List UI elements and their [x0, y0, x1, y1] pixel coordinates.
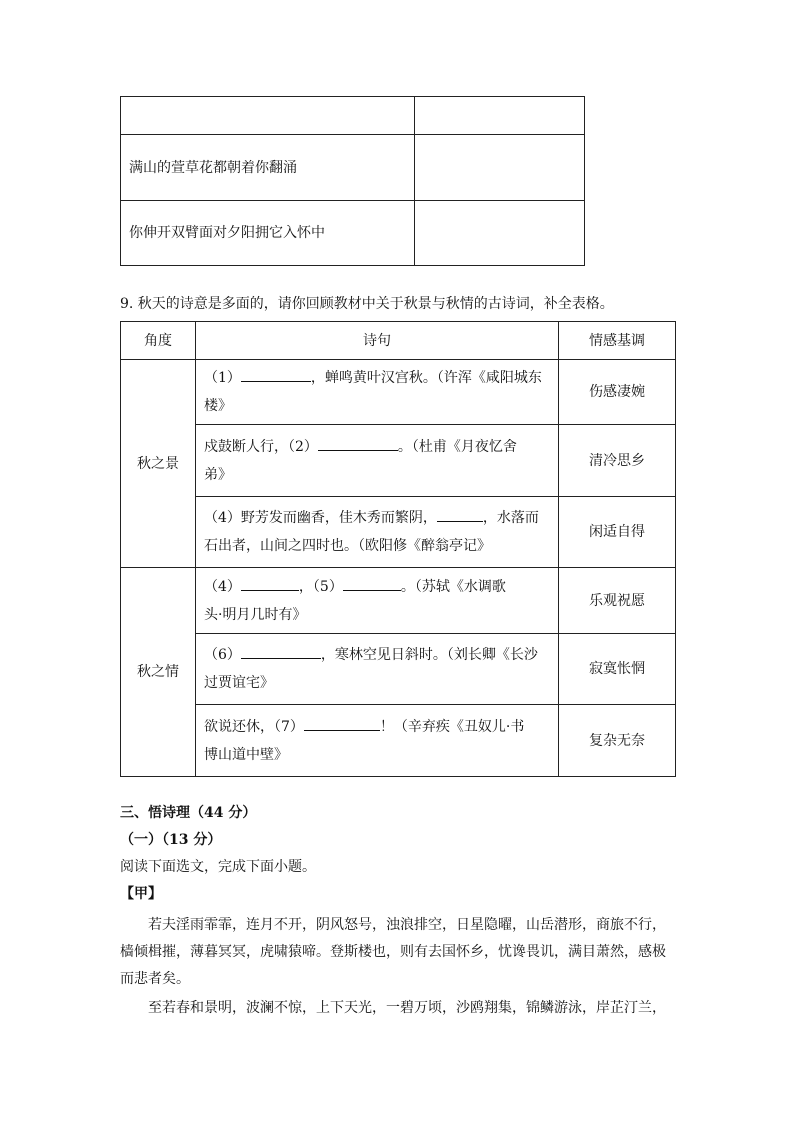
top-table-cell — [415, 135, 585, 201]
verse-source: 弟》 — [204, 466, 232, 483]
verse-text: ，寒林空见日斜时。（刘长卿《长沙 — [320, 647, 538, 663]
top-table-cell: 你伸开双臂面对夕阳拥它入怀中 — [121, 201, 415, 266]
answer-blank-4[interactable] — [241, 574, 299, 591]
answer-blank-7[interactable] — [304, 714, 380, 731]
verse-cell — [196, 425, 559, 497]
verse-text: ，蝉鸣黄叶汉宫秋。（许浑《咸阳城东 — [310, 370, 542, 386]
verse-source: 过贾谊宅》 — [204, 675, 274, 691]
verse-source: 博山道中壁》 — [204, 746, 288, 763]
section-3-sub: （一）（13 分） — [120, 832, 222, 848]
verse-cell — [196, 705, 559, 777]
top-table-cell: 满山的萱草花都朝着你翻涌 — [121, 135, 415, 201]
verse-text: （6） — [204, 647, 241, 663]
top-table — [120, 96, 585, 266]
top-table-cell — [415, 97, 585, 135]
verse-text: 。（苏轼《水调歌 — [400, 578, 506, 595]
verse-source: 楼》 — [204, 398, 232, 414]
verse-text: ！（辛弃疾《丑奴儿·书 — [379, 718, 525, 735]
answer-blank-3[interactable] — [437, 505, 483, 522]
angle-autumn-feeling: 秋之情 — [121, 568, 196, 777]
emotion-cell: 复杂无奈 — [559, 705, 676, 777]
verse-text: ，水落而 — [482, 510, 539, 526]
emotion-cell: 闲适自得 — [559, 497, 676, 568]
emotion-cell: 清冷思乡 — [559, 425, 676, 497]
header-verse: 诗句 — [196, 322, 559, 360]
emotion-cell: 乐观祝愿 — [559, 568, 676, 634]
passage-line: 至若春和景明，波澜不惊，上下天光，一碧万顷，沙鸥翔集，锦鳞游泳，岸芷汀兰， — [148, 1000, 666, 1016]
angle-autumn-scene: 秋之景 — [121, 360, 196, 568]
passage-line: 而悲者矣。 — [120, 971, 190, 987]
verse-text: （4）野芳发而幽香，佳木秀而繁阴， — [204, 510, 437, 526]
passage-line: 樯倾楫摧，薄暮冥冥，虎啸猿啼。登斯楼也，则有去国怀乡，忧谗畏讥，满目萧然，感极 — [120, 944, 666, 960]
verse-cell — [196, 634, 559, 705]
emotion-cell: 寂寞怅惘 — [559, 634, 676, 705]
verse-cell — [196, 360, 559, 425]
verse-text: 欲说还休，（7） — [204, 718, 304, 735]
verse-source: 石出者，山间之四时也。（欧阳修《醉翁亭记》 — [204, 538, 491, 554]
verse-text: （1） — [204, 370, 241, 386]
verse-text: 戍鼓断人行，（2） — [204, 438, 318, 455]
verse-text: ，（5） — [298, 578, 343, 595]
poetry-table — [120, 321, 676, 777]
answer-blank-2[interactable] — [318, 434, 398, 451]
verse-text: （4） — [204, 578, 241, 595]
top-table-cell — [415, 201, 585, 266]
section-3-title: 三、悟诗理（44 分） — [120, 805, 257, 821]
verse-cell — [196, 568, 559, 634]
instruction: 阅读下面选文，完成下面小题。 — [120, 859, 316, 875]
top-table-cell — [121, 97, 415, 135]
verse-cell — [196, 497, 559, 568]
verse-source: 头·明月几时有》 — [204, 606, 307, 623]
verse-text: 。（杜甫《月夜忆舍 — [397, 438, 517, 455]
header-angle: 角度 — [121, 322, 196, 360]
answer-blank-5[interactable] — [343, 574, 401, 591]
header-emotion: 情感基调 — [559, 322, 676, 360]
passage-line: 若夫淫雨霏霏，连月不开，阴风怒号，浊浪排空，日星隐曜，山岳潜形，商旅不行， — [148, 917, 666, 933]
answer-blank-6[interactable] — [241, 642, 321, 659]
question-9-prompt: 9. 秋天的诗意是多面的，请你回顾教材中关于秋景与秋情的古诗词，补全表格。 — [120, 296, 614, 312]
answer-blank-1[interactable] — [241, 365, 311, 382]
emotion-cell: 伤感凄婉 — [559, 360, 676, 425]
passage-label: 【甲】 — [120, 886, 162, 902]
